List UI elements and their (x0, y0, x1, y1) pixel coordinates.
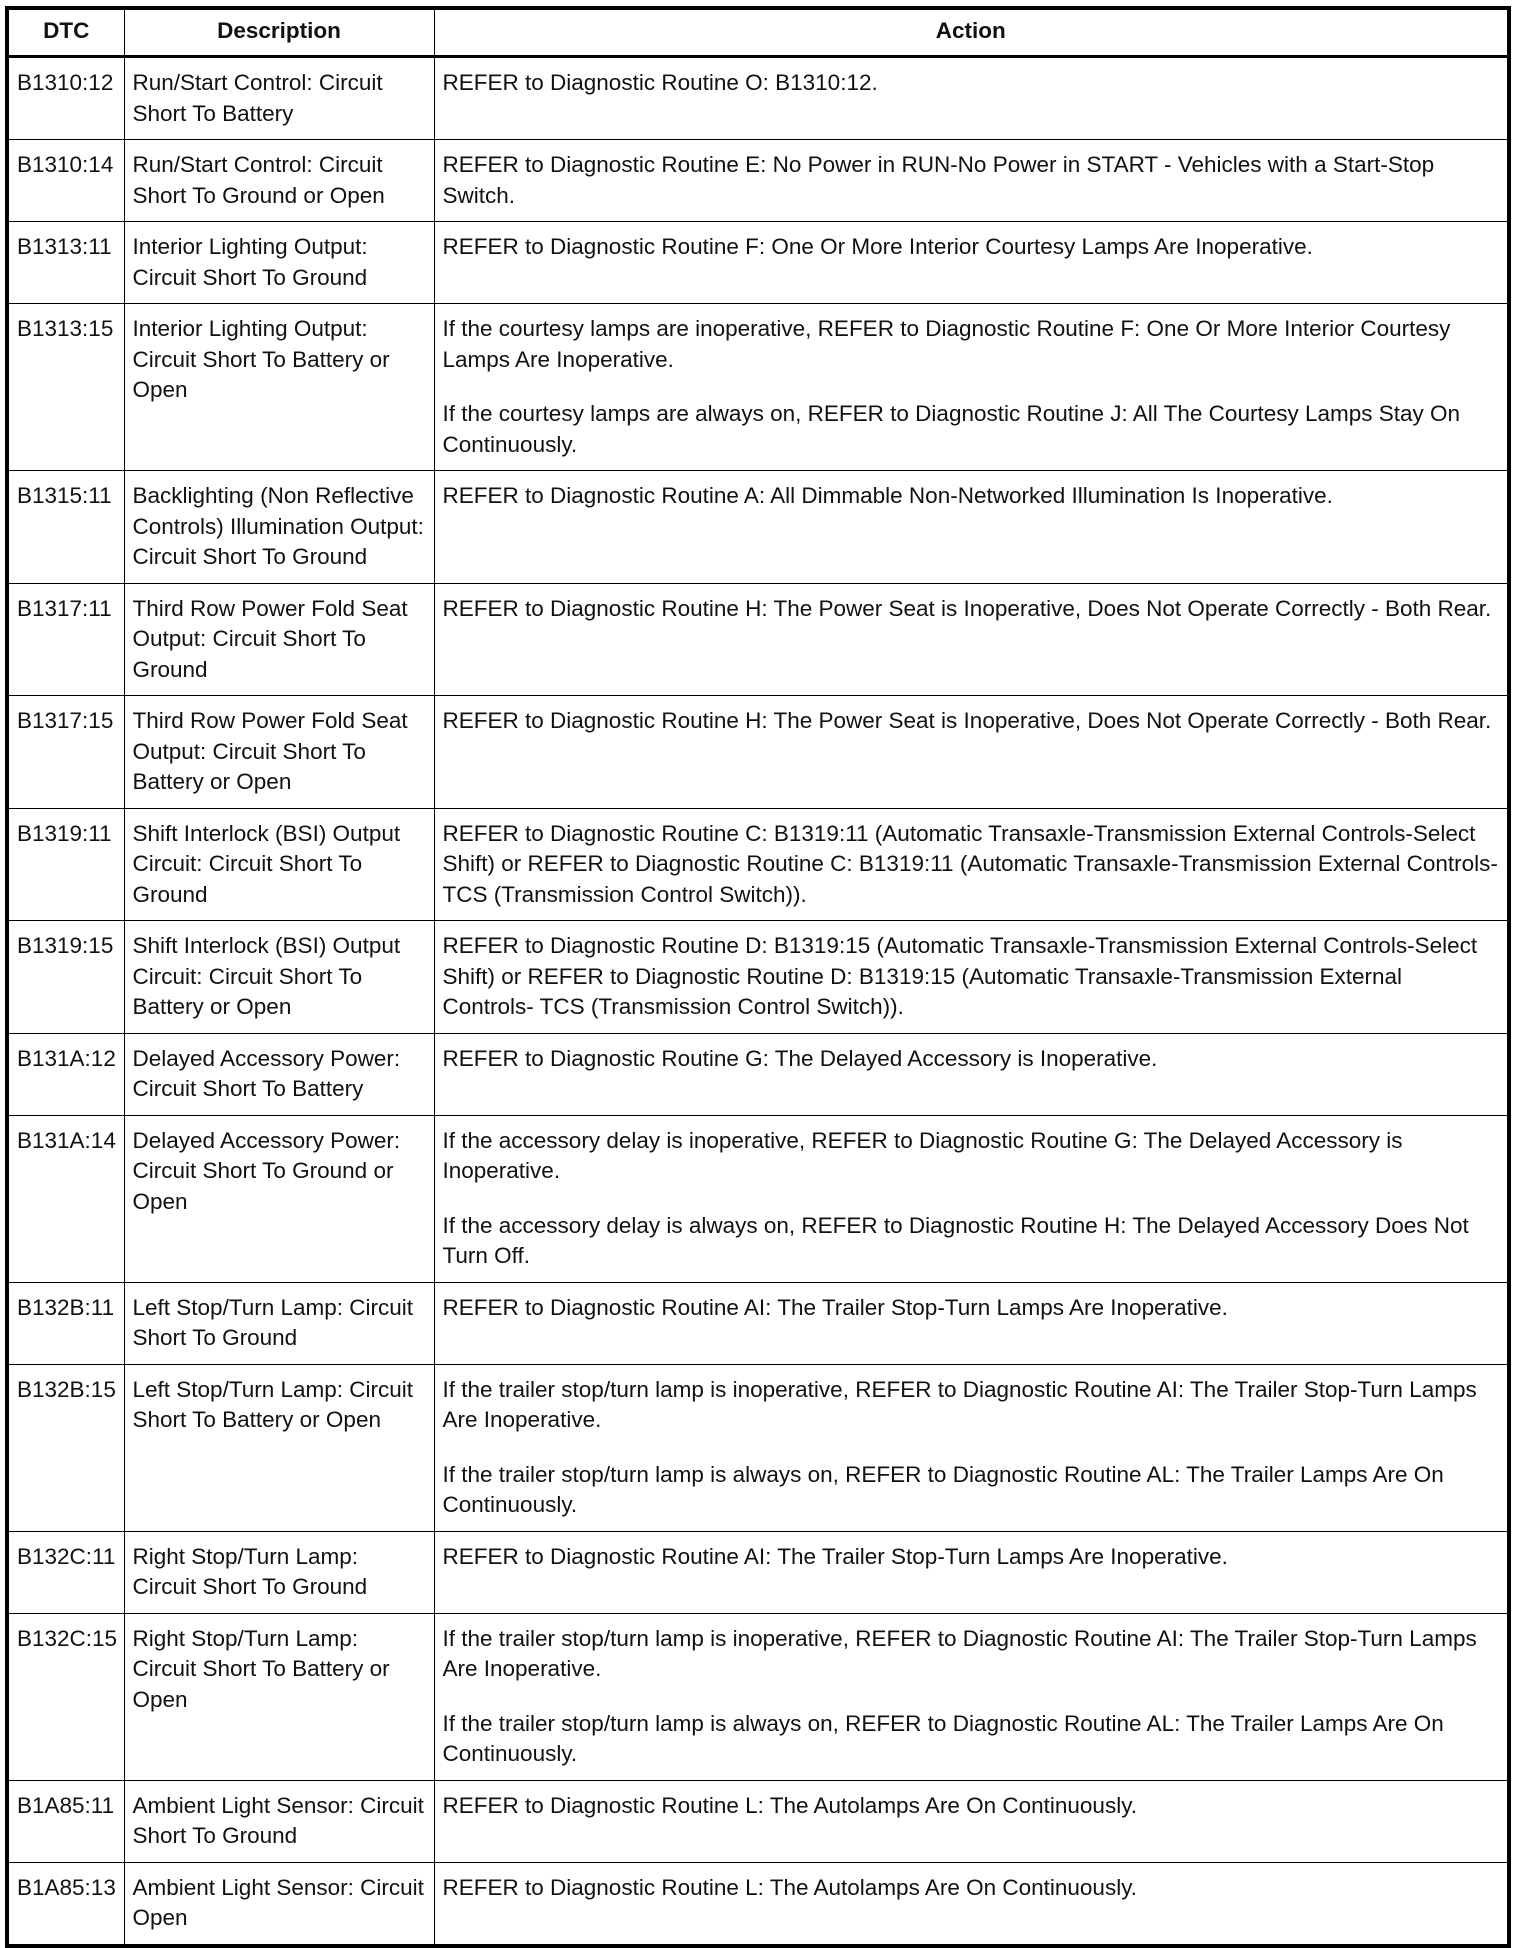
action-paragraph: REFER to Diagnostic Routine C: B1319:11 (Automatic Transaxle-Transmission External Controls-Select Shift) or REFER to Diagnostic Routine C: B1319:11 (Automatic Transaxle-Transmission External Controls- TCS (Transmission Control Switch)). (442, 820, 1498, 907)
action-cell (434, 583, 1509, 696)
action-paragraph: If the accessory delay is always on, REFER to Diagnostic Routine H: The Delayed Accessory Does Not Turn Off. (442, 1212, 1469, 1268)
action-cell (434, 1531, 1509, 1613)
table-row (7, 583, 1509, 696)
dtc-code-cell: B132C:15 (7, 1613, 124, 1780)
description-cell: Interior Lighting Output: Circuit Short To Ground (124, 222, 434, 304)
description-cell: Run/Start Control: Circuit Short To Ground or Open (124, 140, 434, 222)
table-row (7, 140, 1509, 222)
description-cell: Right Stop/Turn Lamp: Circuit Short To Battery or Open (124, 1613, 434, 1780)
action-paragraph: If the trailer stop/turn lamp is always on, REFER to Diagnostic Routine AL: The Trailer Lamps Are On Continuously. (442, 1461, 1444, 1517)
action-cell (434, 696, 1509, 809)
action-cell (434, 1033, 1509, 1115)
action-paragraph: REFER to Diagnostic Routine D: B1319:15 (Automatic Transaxle-Transmission External Controls-Select Shift) or REFER to Diagnostic Routine D: B1319:15 (Automatic Transaxle-Transmission External Controls- TCS (Transmission Control Switch)). (442, 933, 1478, 1019)
action-cell (434, 57, 1509, 140)
action-cell (434, 1282, 1509, 1364)
description-cell: Interior Lighting Output: Circuit Short To Battery or Open (124, 304, 434, 471)
table-row (7, 222, 1509, 304)
description-cell: Left Stop/Turn Lamp: Circuit Short To Battery or Open (124, 1364, 434, 1531)
action-cell (434, 140, 1509, 222)
header-description: Description (124, 8, 434, 57)
action-cell (434, 304, 1509, 471)
table-header (7, 8, 1509, 57)
description-cell: Right Stop/Turn Lamp: Circuit Short To Ground (124, 1531, 434, 1613)
description-cell: Delayed Accessory Power: Circuit Short To Battery (124, 1033, 434, 1115)
action-cell (434, 1780, 1509, 1862)
header-dtc: DTC (7, 8, 124, 57)
dtc-code-cell: B131A:14 (7, 1115, 124, 1282)
dtc-code-cell: B1310:14 (7, 140, 124, 222)
table-row (7, 1033, 1509, 1115)
table-row (7, 471, 1509, 584)
action-paragraph: REFER to Diagnostic Routine H: The Power Seat is Inoperative, Does Not Operate Correctly - Both Rear. (442, 708, 1492, 733)
dtc-code-cell: B1315:11 (7, 471, 124, 584)
table-row (7, 57, 1509, 140)
table-row (7, 1780, 1509, 1862)
action-paragraph: If the courtesy lamps are inoperative, REFER to Diagnostic Routine F: One Or More Interior Courtesy Lamps Are Inoperative. (442, 316, 1451, 372)
dtc-code-cell: B131A:12 (7, 1033, 124, 1115)
table-row (7, 696, 1509, 809)
table-row (7, 1282, 1509, 1364)
action-cell (434, 222, 1509, 304)
header-row (7, 8, 1509, 57)
table-row (7, 921, 1509, 1034)
action-paragraph: REFER to Diagnostic Routine L: The Autolamps Are On Continuously. (442, 1874, 1138, 1900)
dtc-code-cell: B132B:15 (7, 1364, 124, 1531)
action-cell (434, 808, 1509, 921)
action-paragraph: REFER to Diagnostic Routine L: The Autolamps Are On Continuously. (442, 1792, 1138, 1818)
description-cell: Third Row Power Fold Seat Output: Circuit Short To Ground (124, 583, 434, 696)
dtc-code-cell: B132C:11 (7, 1531, 124, 1613)
header-action: Action (434, 8, 1509, 57)
dtc-code-cell: B1A85:13 (7, 1862, 124, 1946)
table-row (7, 304, 1509, 471)
dtc-code-cell: B1313:11 (7, 222, 124, 304)
dtc-code-cell: B1319:15 (7, 921, 124, 1034)
action-paragraph: REFER to Diagnostic Routine F: One Or More Interior Courtesy Lamps Are Inoperative. (442, 234, 1313, 259)
description-cell: Third Row Power Fold Seat Output: Circuit Short To Battery or Open (124, 696, 434, 809)
dtc-code-cell: B132B:11 (7, 1282, 124, 1364)
action-paragraph: REFER to Diagnostic Routine A: All Dimmable Non-Networked Illumination Is Inoperative. (442, 483, 1333, 508)
description-cell: Delayed Accessory Power: Circuit Short To Ground or Open (124, 1115, 434, 1282)
action-paragraph: If the courtesy lamps are always on, REFER to Diagnostic Routine J: All The Courtesy Lamps Stay On Continuously. (442, 401, 1461, 457)
dtc-code-cell: B1319:11 (7, 808, 124, 921)
action-cell (434, 1613, 1509, 1780)
action-paragraph: REFER to Diagnostic Routine H: The Power Seat is Inoperative, Does Not Operate Correctly - Both Rear. (442, 595, 1492, 621)
table-row (7, 1613, 1509, 1780)
action-paragraph: REFER to Diagnostic Routine E: No Power in RUN-No Power in START - Vehicles with a Start-Stop Switch. (442, 152, 1435, 208)
description-cell: Backlighting (Non Reflective Controls) Illumination Output: Circuit Short To Ground (124, 471, 434, 584)
dtc-code-cell: B1317:11 (7, 583, 124, 696)
action-paragraph: If the trailer stop/turn lamp is inoperative, REFER to Diagnostic Routine AI: The Trailer Stop-Turn Lamps Are Inoperative. (442, 1625, 1477, 1681)
table-row (7, 1115, 1509, 1282)
action-paragraph: If the accessory delay is inoperative, REFER to Diagnostic Routine G: The Delayed Accessory is Inoperative. (442, 1127, 1403, 1183)
action-paragraph: If the trailer stop/turn lamp is inoperative, REFER to Diagnostic Routine AI: The Trailer Stop-Turn Lamps Are Inoperative. (442, 1376, 1477, 1432)
table-row (7, 1531, 1509, 1613)
description-cell: Ambient Light Sensor: Circuit Open (124, 1862, 434, 1946)
action-cell (434, 921, 1509, 1034)
dtc-code-cell: B1313:15 (7, 304, 124, 471)
dtc-table (5, 6, 1511, 1948)
action-cell (434, 1364, 1509, 1531)
table-body (7, 57, 1509, 1946)
action-paragraph: If the trailer stop/turn lamp is always on, REFER to Diagnostic Routine AL: The Trailer Lamps Are On Continuously. (442, 1710, 1444, 1766)
description-cell: Run/Start Control: Circuit Short To Battery (124, 57, 434, 140)
table-row (7, 808, 1509, 921)
action-paragraph: REFER to Diagnostic Routine AI: The Trailer Stop-Turn Lamps Are Inoperative. (442, 1294, 1228, 1320)
dtc-code-cell: B1310:12 (7, 57, 124, 140)
dtc-code-cell: B1317:15 (7, 696, 124, 809)
action-paragraph: REFER to Diagnostic Routine O: B1310:12. (442, 70, 878, 95)
action-paragraph: REFER to Diagnostic Routine AI: The Trailer Stop-Turn Lamps Are Inoperative. (442, 1543, 1228, 1569)
action-paragraph: REFER to Diagnostic Routine G: The Delayed Accessory is Inoperative. (442, 1045, 1158, 1071)
dtc-code-cell: B1A85:11 (7, 1780, 124, 1862)
description-cell: Shift Interlock (BSI) Output Circuit: Circuit Short To Ground (124, 808, 434, 921)
description-cell: Ambient Light Sensor: Circuit Short To Ground (124, 1780, 434, 1862)
description-cell: Shift Interlock (BSI) Output Circuit: Circuit Short To Battery or Open (124, 921, 434, 1034)
table-row (7, 1364, 1509, 1531)
action-cell (434, 471, 1509, 584)
description-cell: Left Stop/Turn Lamp: Circuit Short To Ground (124, 1282, 434, 1364)
action-cell (434, 1115, 1509, 1282)
